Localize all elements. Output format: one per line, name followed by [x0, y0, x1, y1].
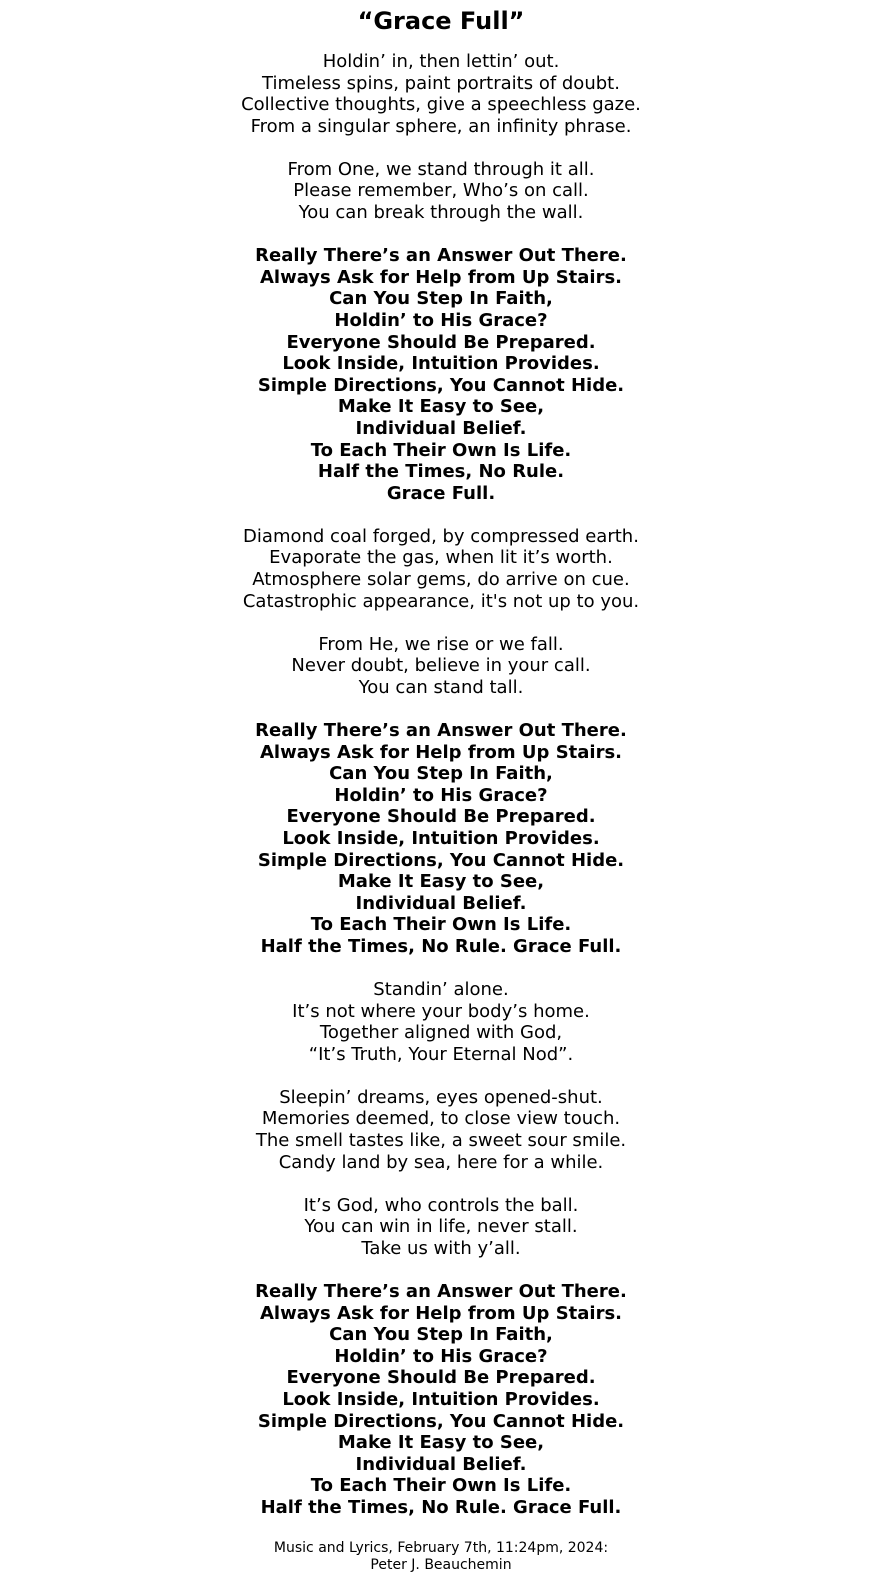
- verse-line: Never doubt, believe in your call.: [291, 655, 591, 677]
- verse-line: Please remember, Who’s on call.: [293, 180, 589, 202]
- chorus-line: Can You Step In Faith,: [329, 1324, 553, 1346]
- verse-line: Timeless spins, paint portraits of doubt.: [262, 72, 620, 94]
- chorus-line: To Each Their Own Is Life.: [310, 914, 572, 936]
- chorus-stanza: [0, 245, 882, 504]
- chorus-line: Look Inside, Intuition Provides.: [282, 827, 600, 849]
- chorus-line: Simple Directions, You Cannot Hide.: [257, 374, 625, 396]
- chorus-line: Half the Times, No Rule. Grace Full.: [260, 1496, 622, 1518]
- chorus-line: Holdin’ to His Grace?: [334, 784, 548, 806]
- chorus-line: To Each Their Own Is Life.: [310, 439, 572, 461]
- lyrics-document: [0, 5, 882, 1573]
- verse-stanza: [0, 159, 882, 224]
- verse-line: Standin’ alone.: [373, 978, 509, 1000]
- verse-line: Memories deemed, to close view touch.: [261, 1108, 621, 1130]
- verse-line: Collective thoughts, give a speechless gaze.: [241, 94, 641, 116]
- verse-line: You can stand tall.: [358, 676, 524, 698]
- chorus-line: Holdin’ to His Grace?: [334, 309, 548, 331]
- credits: [0, 1540, 882, 1573]
- credit-line: Music and Lyrics, February 7th, 11:24pm, 2024:: [273, 1540, 609, 1557]
- stanza-list: [0, 51, 882, 1519]
- chorus-line: Everyone Should Be Prepared.: [286, 331, 596, 353]
- verse-stanza: [0, 1087, 882, 1173]
- chorus-line: Look Inside, Intuition Provides.: [282, 353, 600, 375]
- verse-line: From a singular sphere, an infinity phrase.: [250, 115, 632, 137]
- verse-stanza: [0, 1195, 882, 1260]
- chorus-line: Can You Step In Faith,: [329, 763, 553, 785]
- verse-line: Candy land by sea, here for a while.: [278, 1151, 604, 1173]
- chorus-line: Really There’s an Answer Out There.: [255, 719, 627, 741]
- chorus-line: Individual Belief.: [355, 892, 527, 914]
- chorus-line: Make It Easy to See,: [337, 871, 545, 893]
- song-title: “Grace Full”: [357, 7, 525, 35]
- chorus-line: Always Ask for Help from Up Stairs.: [259, 266, 623, 288]
- verse-line: Holdin’ in, then lettin’ out.: [322, 51, 560, 72]
- chorus-stanza: [0, 720, 882, 958]
- verse-line: Sleepin’ dreams, eyes opened-shut.: [279, 1086, 603, 1108]
- chorus-line: Grace Full.: [386, 482, 496, 504]
- chorus-line: Can You Step In Faith,: [329, 288, 553, 310]
- verse-line: From One, we stand through it all.: [287, 158, 595, 180]
- verse-line: Atmosphere solar gems, do arrive on cue.: [252, 568, 630, 590]
- verse-line: Diamond coal forged, by compressed earth.: [243, 525, 639, 547]
- chorus-line: Look Inside, Intuition Provides.: [282, 1388, 600, 1410]
- chorus-line: Simple Directions, You Cannot Hide.: [257, 1410, 625, 1432]
- verse-line: Catastrophic appearance, it's not up to you.: [242, 590, 640, 612]
- chorus-line: Always Ask for Help from Up Stairs.: [259, 1302, 623, 1324]
- chorus-line: To Each Their Own Is Life.: [310, 1475, 572, 1497]
- verse-line: Evaporate the gas, when lit it’s worth.: [269, 547, 613, 569]
- chorus-line: Half the Times, No Rule.: [317, 461, 565, 483]
- verse-line: You can break through the wall.: [298, 202, 584, 224]
- chorus-line: Individual Belief.: [355, 417, 527, 439]
- chorus-line: Holdin’ to His Grace?: [334, 1345, 548, 1367]
- verse-line: You can win in life, never stall.: [304, 1216, 578, 1238]
- verse-line: The smell tastes like, a sweet sour smile.: [255, 1130, 627, 1152]
- verse-stanza: [0, 979, 882, 1065]
- chorus-line: Really There’s an Answer Out There.: [255, 1281, 627, 1302]
- chorus-line: Always Ask for Help from Up Stairs.: [259, 741, 623, 763]
- chorus-stanza: [0, 1281, 882, 1519]
- author-name: Peter J. Beauchemin: [370, 1556, 512, 1573]
- verse-line: From He, we rise or we fall.: [318, 633, 564, 655]
- chorus-line: Individual Belief.: [355, 1453, 527, 1475]
- verse-stanza: [0, 526, 882, 612]
- chorus-line: Everyone Should Be Prepared.: [286, 1367, 596, 1389]
- chorus-line: Make It Easy to See,: [337, 396, 545, 418]
- verse-line: It’s not where your body’s home.: [292, 1000, 590, 1022]
- verse-line: Take us with y’all.: [361, 1237, 521, 1259]
- chorus-line: Everyone Should Be Prepared.: [286, 806, 596, 828]
- verse-line: Together aligned with God,: [319, 1022, 563, 1044]
- chorus-line: Make It Easy to See,: [337, 1432, 545, 1454]
- verse-stanza: [0, 634, 882, 699]
- chorus-line: Half the Times, No Rule. Grace Full.: [260, 935, 622, 957]
- verse-stanza: [0, 51, 882, 137]
- verse-line: It’s God, who controls the ball.: [303, 1194, 579, 1216]
- chorus-line: Simple Directions, You Cannot Hide.: [257, 849, 625, 871]
- verse-line: “It’s Truth, Your Eternal Nod”.: [308, 1043, 574, 1065]
- chorus-line: Really There’s an Answer Out There.: [255, 245, 627, 267]
